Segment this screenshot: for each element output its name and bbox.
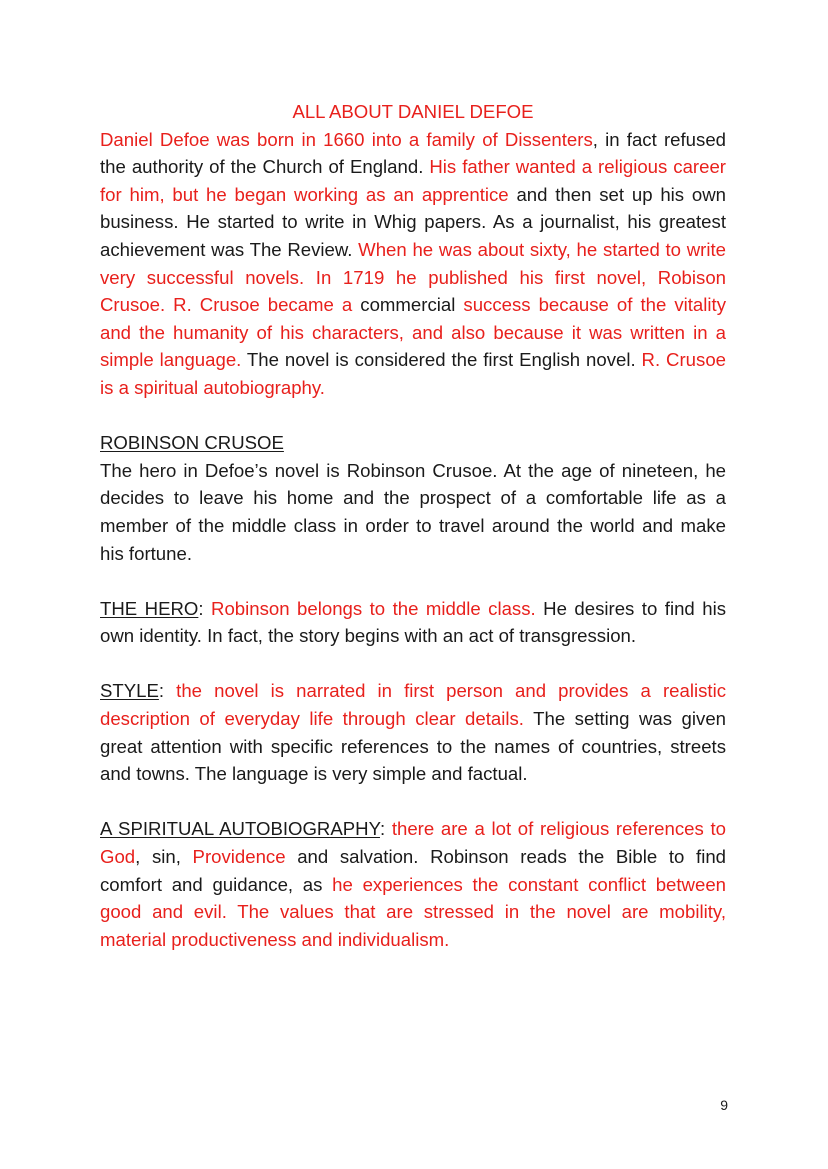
document-page <box>100 98 726 953</box>
hero-paragraph <box>100 595 726 650</box>
page-number: 9 <box>720 1097 728 1113</box>
intro-segment: His father wanted a religious career for him, but he began working as an apprentice <box>100 156 726 205</box>
heading-separator: : <box>198 597 212 619</box>
spiritual-segment: , sin, <box>135 846 193 868</box>
spiritual-segment: Providence <box>192 846 286 868</box>
hero-heading: THE HERO <box>100 597 199 619</box>
spiritual-segment: there are a lot of religious references to God <box>100 818 726 868</box>
intro-segment: The novel is considered the first English novel. <box>241 349 642 371</box>
robinson-body: The hero in Defoe’s novel is Robinson Crusoe. At the age of nineteen, he decides to leave his home and the prospect of a comfortable life as a member of the middle class in order to travel around the world and make his fortune. <box>100 459 726 564</box>
hero-segment: He desires to find his own identity. In fact, the story begins with an act of transgression. <box>100 597 726 647</box>
spiritual-segment: and salvation. Robinson reads the Bible to find comfort and guidance, as <box>100 846 727 895</box>
page-title: ALL ABOUT DANIEL DEFOE <box>292 101 534 122</box>
intro-paragraph <box>100 126 726 402</box>
intro-segment: When he was about sixty, he started to write very successful novels. In 1719 he published his first novel, Robison Crusoe. R. Crusoe became a <box>100 238 726 316</box>
style-segment: The setting was given great attention with specific references to the names of countries, streets and towns. The language is very simple and factual. <box>100 708 726 785</box>
spiritual-heading: A SPIRITUAL AUTOBIOGRAPHY <box>100 818 380 840</box>
spiritual-paragraph <box>100 815 726 953</box>
intro-segment: R. Crusoe is a spiritual autobiography. <box>100 349 726 398</box>
spiritual-section <box>100 815 726 953</box>
robinson-heading: ROBINSON CRUSOE <box>100 432 284 454</box>
spiritual-segment: he experiences the constant conflict between good and evil. The values that are stressed in the novel are mobility, material productiveness and individualism. <box>100 873 726 950</box>
style-section <box>100 677 726 787</box>
robinson-section <box>100 429 726 567</box>
intro-segment: and then set up his own business. He started to write in Whig papers. As a journalist, his greatest achievement was The Review. <box>100 183 727 260</box>
intro-segment: , in fact refused the authority of the Church of England. <box>100 128 727 178</box>
heading-separator: : <box>379 818 392 840</box>
hero-section <box>100 595 726 650</box>
intro-segment: Daniel Defoe was born in 1660 into a family of Dissenters <box>100 128 593 150</box>
style-heading: STYLE <box>100 680 159 702</box>
intro-segment: commercial <box>352 294 464 316</box>
intro-segment: success because of the vitality and the humanity of his characters, and also because it was written in a simple language. <box>100 294 726 371</box>
heading-separator: : <box>158 680 177 702</box>
hero-segment: Robinson belongs to the middle class. <box>211 597 536 619</box>
style-paragraph <box>100 677 726 787</box>
style-segment: the novel is narrated in first person and provides a realistic description of everyday life through clear details. <box>100 680 726 730</box>
